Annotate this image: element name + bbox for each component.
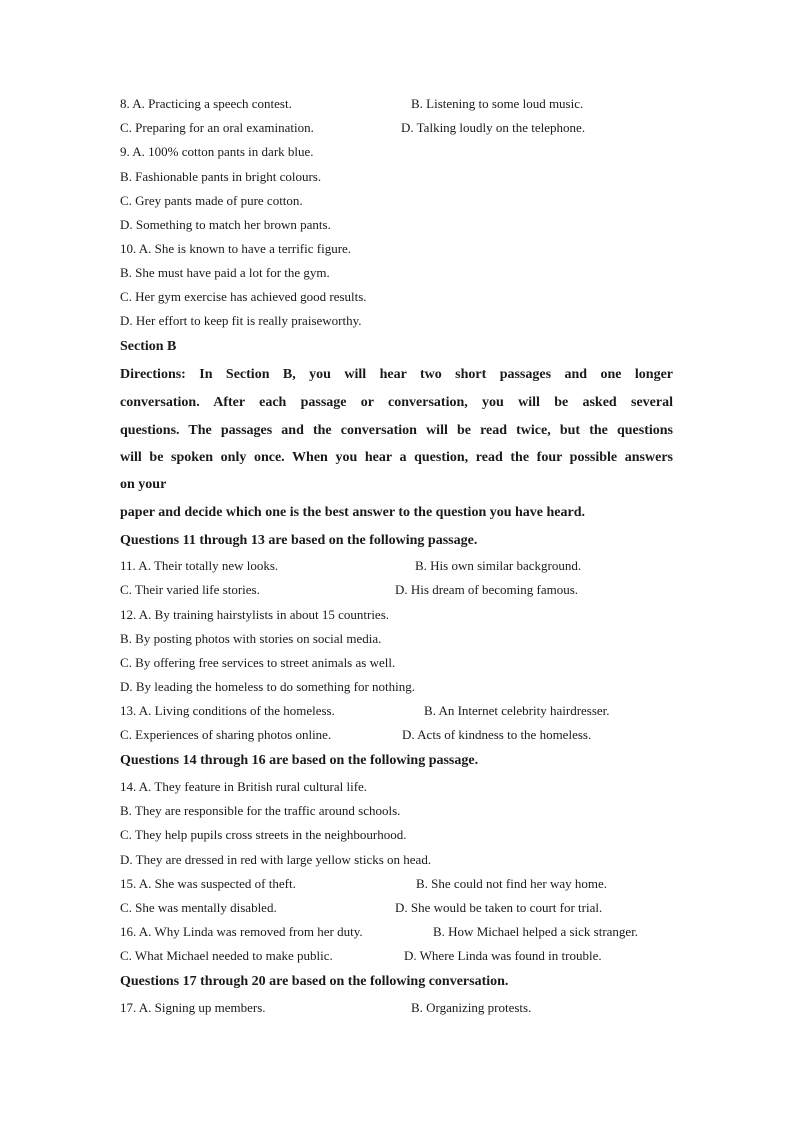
directions-line: questions. The passages and the conversation will be read twice, but the questions: [120, 423, 673, 438]
option-text: C. She was mentally disabled.: [120, 900, 277, 915]
q12-line: 12. A. By training hairstylists in about 15 countries.: [120, 607, 390, 622]
option-text: D. Talking loudly on the telephone.: [401, 120, 586, 135]
option-text: C. Experiences of sharing photos online.: [120, 727, 332, 742]
directions-line: on your: [120, 477, 167, 492]
option-text: 16. A. Why Linda was removed from her duty.: [120, 924, 363, 939]
q15-line: [120, 900, 603, 916]
q14-line: D. They are dressed in red with large yellow sticks on head.: [120, 852, 432, 867]
option-text: 17. A. Signing up members.: [120, 1000, 266, 1015]
q8-line-1: [120, 96, 584, 112]
q10-line: 10. A. She is known to have a terrific figure.: [120, 241, 352, 256]
q10-line: B. She must have paid a lot for the gym.: [120, 265, 330, 280]
q9-line: C. Grey pants made of pure cotton.: [120, 193, 303, 208]
option-text: 15. A. She was suspected of theft.: [120, 876, 296, 891]
option-text: D. Where Linda was found in trouble.: [404, 948, 602, 963]
option-text: C. What Michael needed to make public.: [120, 948, 333, 963]
q10-line: D. Her effort to keep fit is really praiseworthy.: [120, 313, 362, 328]
option-text: B. An Internet celebrity hairdresser.: [424, 703, 610, 718]
option-text: D. She would be taken to court for trial.: [395, 900, 603, 915]
directions-line: Directions: In Section B, you will hear two short passages and one longer: [120, 367, 673, 382]
option-text: D. Acts of kindness to the homeless.: [402, 727, 592, 742]
q12-line: C. By offering free services to street animals as well.: [120, 655, 396, 670]
option-text: C. Preparing for an oral examination.: [120, 120, 314, 135]
option-text: 13. A. Living conditions of the homeless.: [120, 703, 335, 718]
option-text: B. His own similar background.: [415, 558, 582, 573]
group-heading: Questions 17 through 20 are based on the following conversation.: [120, 974, 509, 989]
q15-line: [120, 876, 607, 892]
q10-line: C. Her gym exercise has achieved good results.: [120, 289, 367, 304]
option-text: 8. A. Practicing a speech contest.: [120, 96, 292, 111]
q12-line: B. By posting photos with stories on social media.: [120, 631, 382, 646]
option-text: B. She could not find her way home.: [416, 876, 607, 891]
directions-line: will be spoken only once. When you hear a question, read the four possible answers: [120, 450, 673, 465]
option-text: D. His dream of becoming famous.: [395, 582, 579, 597]
directions-line: conversation. After each passage or conversation, you will be asked several: [120, 395, 673, 410]
group-heading: Questions 11 through 13 are based on the following passage.: [120, 533, 478, 548]
q9-line: B. Fashionable pants in bright colours.: [120, 169, 322, 184]
q11-line: [120, 558, 582, 574]
option-text: C. Their varied life stories.: [120, 582, 260, 597]
group-heading: Questions 14 through 16 are based on the following passage.: [120, 753, 479, 768]
option-text: B. Organizing protests.: [411, 1000, 532, 1015]
q16-line: [120, 948, 602, 964]
q8-line-2: [120, 120, 586, 136]
q16-line: [120, 924, 639, 940]
section-b-title: Section B: [120, 339, 177, 354]
q14-line: B. They are responsible for the traffic around schools.: [120, 803, 401, 818]
q13-line: [120, 727, 592, 743]
q11-line: [120, 582, 579, 598]
q17-line: [120, 1000, 532, 1016]
q12-line: D. By leading the homeless to do something for nothing.: [120, 679, 415, 694]
q13-line: [120, 703, 610, 719]
q14-line: 14. A. They feature in British rural cultural life.: [120, 779, 368, 794]
option-text: B. Listening to some loud music.: [411, 96, 584, 111]
q9-line: D. Something to match her brown pants.: [120, 217, 331, 232]
directions-line: paper and decide which one is the best answer to the question you have heard.: [120, 505, 586, 520]
option-text: 11. A. Their totally new looks.: [120, 558, 279, 573]
q9-line: 9. A. 100% cotton pants in dark blue.: [120, 144, 314, 159]
option-text: B. How Michael helped a sick stranger.: [433, 924, 639, 939]
q14-line: C. They help pupils cross streets in the neighbourhood.: [120, 827, 407, 842]
